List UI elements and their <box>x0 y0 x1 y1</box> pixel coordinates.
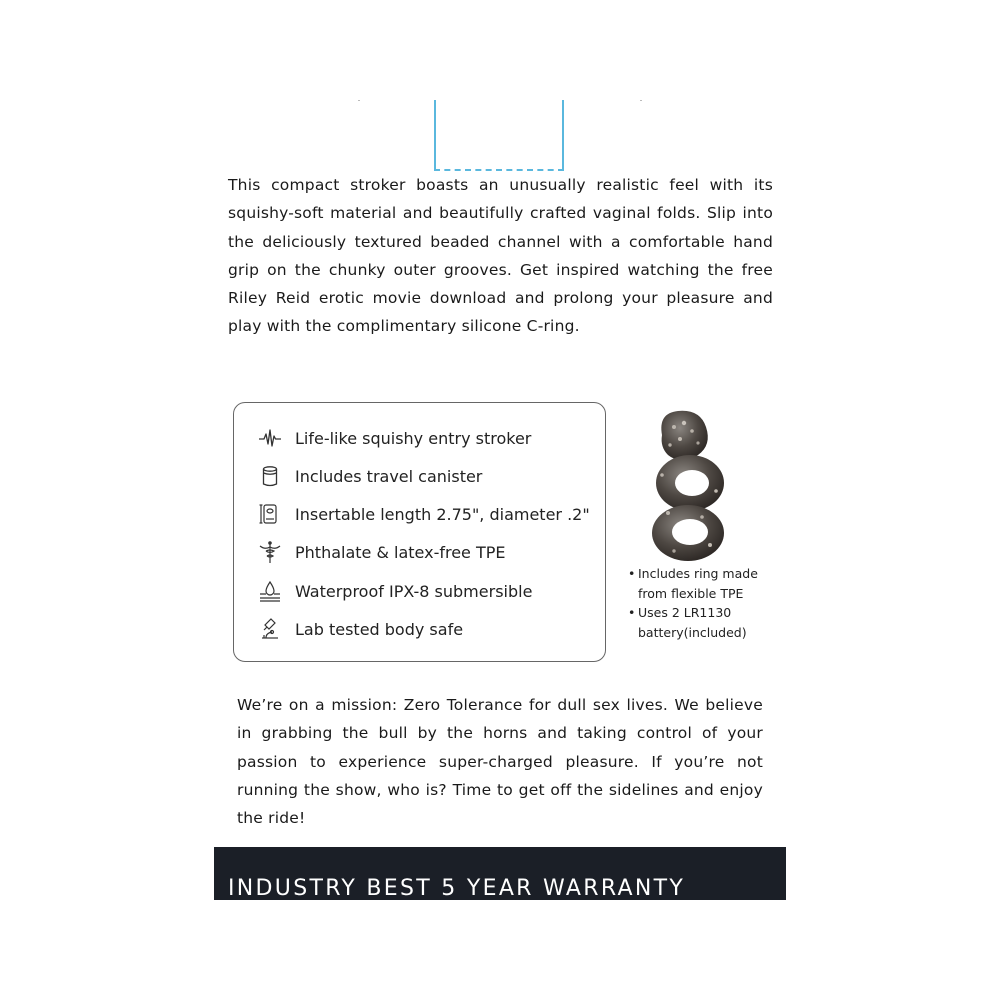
feature-item <box>258 615 463 643</box>
ring-note: • Uses 2 LR1130 battery(included) <box>628 603 788 642</box>
decorative-speck <box>358 100 360 101</box>
ring-notes-list <box>628 564 788 642</box>
measure-icon <box>258 500 282 528</box>
feature-label: Includes travel canister <box>295 466 483 486</box>
waterproof-icon <box>258 577 282 605</box>
feature-label: Life-like squishy entry stroker <box>295 428 532 448</box>
warranty-banner <box>214 847 786 900</box>
microscope-icon <box>258 615 282 643</box>
features-panel <box>233 402 606 662</box>
feature-label: Waterproof IPX-8 submersible <box>295 581 533 601</box>
warranty-text: INDUSTRY BEST 5 YEAR WARRANTY <box>228 876 686 900</box>
canister-icon <box>258 462 282 490</box>
dashed-outline-frame <box>434 100 564 171</box>
feature-label: Insertable length 2.75", diameter .2" <box>295 504 590 524</box>
feature-label: Phthalate & latex-free TPE <box>295 542 506 562</box>
caduceus-icon <box>258 538 282 566</box>
feature-item <box>258 424 531 452</box>
feature-item <box>258 538 506 566</box>
ring-note: • Includes ring made from flexible TPE <box>628 564 788 603</box>
feature-item <box>258 500 590 528</box>
pulse-icon <box>258 424 282 452</box>
feature-item <box>258 462 482 490</box>
decorative-speck <box>640 100 642 101</box>
feature-item <box>258 577 532 605</box>
intro-paragraph: This compact stroker boasts an unusually realistic feel with its squishy-soft material and beautifully crafted vaginal folds. Slip into the deliciously textured beaded channel with a comfortable hand grip on the chunky outer grooves. Get inspired watching the free Riley Reid erotic movie download and prolong your pleasure and play with the complimentary silicone C-ring. <box>228 176 773 336</box>
mission-paragraph: We’re on a mission: Zero Tolerance for dull sex lives. We believe in grabbing the bull by the horns and taking control of your passion to experience super-charged pleasure. If you’re not running the show, who is? Time to get off the sidelines and enjoy the ride! <box>237 696 763 828</box>
feature-label: Lab tested body safe <box>295 619 464 639</box>
c-ring-product-image <box>640 405 740 565</box>
